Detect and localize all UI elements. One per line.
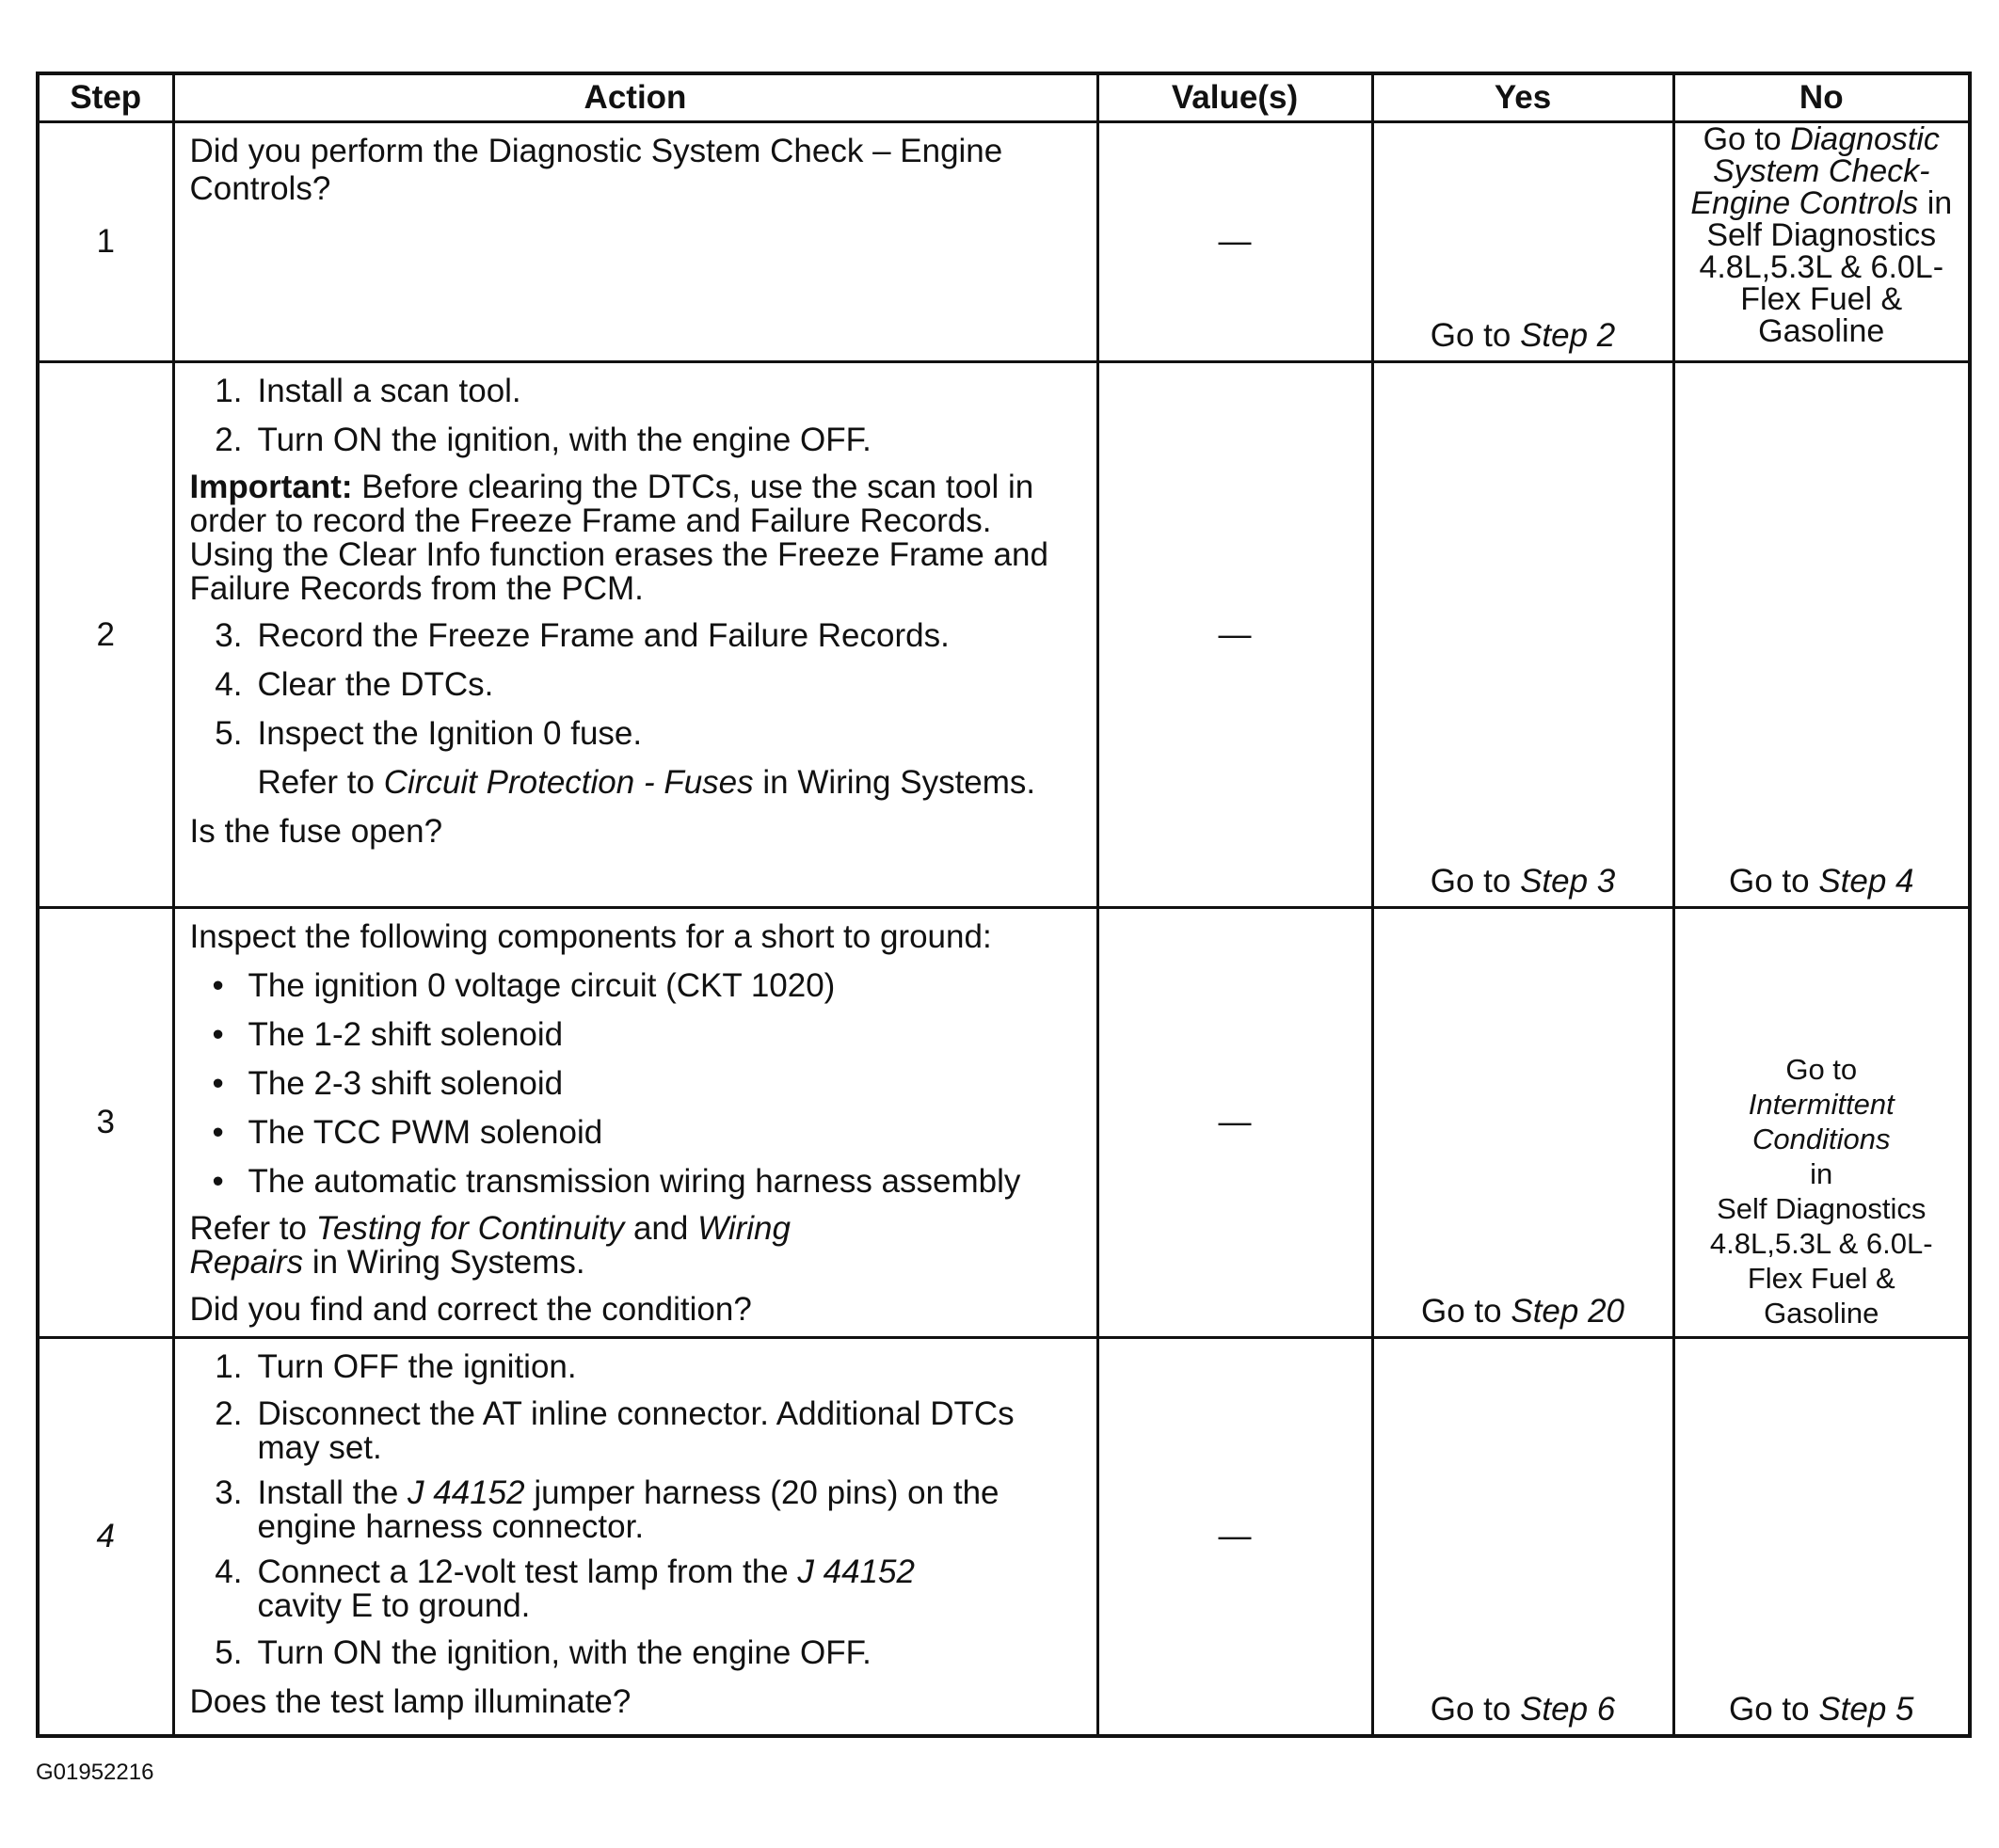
action-question: Did you find and correct the condition? <box>189 1291 752 1329</box>
action-cell <box>173 122 1097 362</box>
list-item: 2. Turn ON the ignition, with the engine OFF. <box>215 422 872 459</box>
yes-cell <box>1372 122 1673 362</box>
no-cell <box>1673 908 1970 1338</box>
yes-cell <box>1372 1338 1673 1736</box>
yes-goto[interactable]: Go to Step 3 <box>1430 863 1616 900</box>
yes-link[interactable]: Step 2 <box>1520 317 1616 355</box>
no-goto[interactable]: Go to Diagnostic System Check-Engine Controls in Self Diagnostics 4.8L,5.3L & 6.0L-Flex Fuel & Gasoline <box>1690 121 1953 349</box>
table-row <box>38 362 1970 908</box>
no-goto[interactable]: Go to Intermittent Conditions in Self Diagnostics 4.8L,5.3L & 6.0L-Flex Fuel & Gasoline <box>1675 1052 1969 1330</box>
header-step: Step <box>38 73 173 122</box>
no-link[interactable]: Step 5 <box>1818 1691 1914 1728</box>
yes-goto[interactable]: Go to Step 2 <box>1430 317 1616 355</box>
tool-name: J 44152 <box>797 1553 915 1591</box>
refer-link[interactable]: Testing for Continuity <box>315 1210 625 1248</box>
refer-note: Refer to Testing for Continuity and Wiring Repairs in Wiring Systems. <box>189 1210 791 1282</box>
list-item: 3. Install the J 44152 jumper harness (20 pins) on the engine harness connector. <box>215 1474 1000 1546</box>
refer-note: Refer to Circuit Protection - Fuses in Wiring Systems. <box>257 764 1036 802</box>
step-number: 4 <box>38 1338 173 1736</box>
no-cell <box>1673 1338 1970 1736</box>
value-cell: — <box>1097 122 1372 362</box>
important-note: Important: Before clearing the DTCs, use the scan tool in order to record the Freeze Frame and Failure Records. Using the Clear Info function erases the Freeze Frame and Failure Records from the PCM. <box>189 469 1048 608</box>
list-item: 1. Turn OFF the ignition. <box>215 1348 577 1386</box>
list-item: 4. Clear the DTCs. <box>215 666 494 704</box>
action-question: Does the test lamp illuminate? <box>189 1683 632 1721</box>
no-cell <box>1673 122 1970 362</box>
diagnostic-table <box>36 72 1972 1738</box>
list-item: 1. Install a scan tool. <box>215 373 521 410</box>
list-item: 5. Inspect the Ignition 0 fuse. <box>215 715 643 753</box>
step-number: 2 <box>38 362 173 908</box>
no-goto[interactable]: Go to Step 4 <box>1728 863 1914 900</box>
value-cell: — <box>1097 1338 1372 1736</box>
yes-goto[interactable]: Go to Step 6 <box>1430 1691 1616 1728</box>
no-link[interactable]: Intermittent Conditions <box>1748 1088 1895 1156</box>
header-values: Value(s) <box>1097 73 1372 122</box>
figure-code: G01952216 <box>36 1760 154 1785</box>
tool-name: J 44152 <box>408 1474 525 1512</box>
value-cell: — <box>1097 362 1372 908</box>
list-item: 2. Disconnect the AT inline connector. Additional DTCs may set. <box>215 1395 1015 1467</box>
yes-goto[interactable]: Go to Step 20 <box>1421 1293 1624 1330</box>
no-goto[interactable]: Go to Step 5 <box>1728 1691 1914 1728</box>
action-question: Did you perform the Diagnostic System Check – Engine Controls? <box>189 133 1003 207</box>
action-intro: Inspect the following components for a short to ground: <box>189 918 992 956</box>
table-row <box>38 122 1970 362</box>
list-item: 3. Record the Freeze Frame and Failure Records. <box>215 617 950 655</box>
list-item: 4. Connect a 12-volt test lamp from the J 44152 cavity E to ground. <box>215 1553 915 1625</box>
yes-link[interactable]: Step 20 <box>1511 1293 1624 1330</box>
yes-link[interactable]: Step 3 <box>1520 863 1616 900</box>
step-number: 1 <box>38 122 173 362</box>
table-row <box>38 908 1970 1338</box>
list-item: • The automatic transmission wiring harness assembly <box>212 1163 1021 1201</box>
refer-link[interactable]: Wiring Repairs <box>189 1210 791 1282</box>
header-action: Action <box>173 73 1097 122</box>
action-cell <box>173 1338 1097 1736</box>
action-cell <box>173 908 1097 1338</box>
yes-cell <box>1372 908 1673 1338</box>
header-yes: Yes <box>1372 73 1673 122</box>
list-item: • The TCC PWM solenoid <box>212 1114 603 1152</box>
no-link[interactable]: Step 4 <box>1818 863 1914 900</box>
header-row <box>38 73 1970 122</box>
refer-link[interactable]: Circuit Protection - Fuses <box>383 764 754 802</box>
header-no: No <box>1673 73 1970 122</box>
yes-link[interactable]: Step 6 <box>1520 1691 1616 1728</box>
list-item: • The ignition 0 voltage circuit (CKT 1020) <box>212 967 836 1005</box>
action-question: Is the fuse open? <box>189 813 443 851</box>
no-cell <box>1673 362 1970 908</box>
no-link[interactable]: Diagnostic System Check-Engine Controls <box>1690 121 1940 221</box>
table-row <box>38 1338 1970 1736</box>
list-item: • The 2-3 shift solenoid <box>212 1065 564 1103</box>
value-cell: — <box>1097 908 1372 1338</box>
list-item: • The 1-2 shift solenoid <box>212 1016 564 1054</box>
action-cell <box>173 362 1097 908</box>
yes-cell <box>1372 362 1673 908</box>
list-item: 5. Turn ON the ignition, with the engine OFF. <box>215 1634 872 1672</box>
step-number: 3 <box>38 908 173 1338</box>
